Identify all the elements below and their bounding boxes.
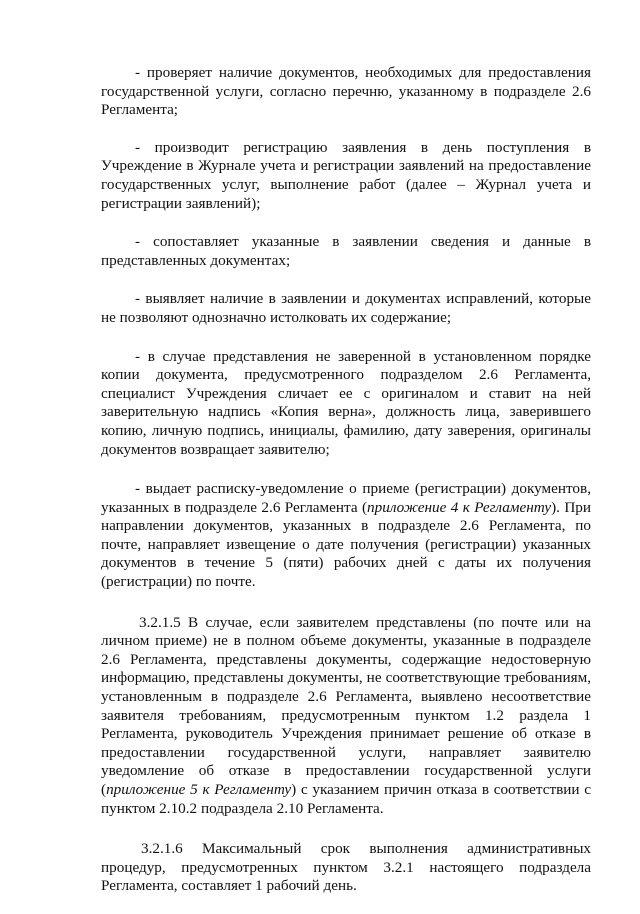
paragraph-detect-corrections: [101, 290, 591, 327]
paragraph-text: ). При направлении документов, указанных в подразделе 2.6 Регламента, по почте, направляет извещение о дате получения (регистрации) указанных документов в течение 5 (пяти) рабочих дней с даты их получения (регистрации) по почте.: [101, 498, 592, 591]
paragraph-check-documents: [101, 64, 591, 120]
paragraph-text: - проверяет наличие документов, необходимых для предоставления государственной услуги, согласно перечню, указанному в подразделе 2.6 Регламента;: [101, 64, 591, 119]
paragraph-text: - производит регистрацию заявления в день поступления в Учреждение в Журнале учета и регистрации заявлений на предоставление государственных услуг, выполнение работ (далее – Журнал учета и регистрации заявлений);: [101, 138, 591, 212]
paragraph-certify-copy: [101, 348, 591, 460]
paragraph-compare-data: [101, 233, 591, 270]
paragraph-text: - сопоставляет указанные в заявлении сведения и данные в представленных документах;: [101, 233, 591, 269]
appendix-reference: приложение 4 к Регламенту: [367, 498, 552, 516]
paragraph-text: - выдает расписку-уведомление о приеме (регистрации) документов, указанных в подразделе 2.6 Регламента (: [101, 480, 591, 516]
paragraph-3-2-1-6: [101, 840, 591, 896]
paragraph-3-2-1-5: [101, 614, 591, 819]
paragraph-text: - выявляет наличие в заявлении и документах исправлений, которые не позволяют однозначно истолковать их содержание;: [101, 290, 591, 326]
paragraph-text: ) с указанием причин отказа в соответствии с пунктом 2.10.2 подраздела 2.10 Регламента.: [101, 781, 591, 817]
appendix-reference: приложение 5 к Регламенту: [106, 781, 292, 798]
paragraph-issue-receipt: [101, 480, 591, 592]
paragraph-text: 3.2.1.5 В случае, если заявителем представлены (по почте или на личном приеме) не в полном объеме документы, указанные в подразделе 2.6 Регламента, представлены документы, содержащие недостоверную информацию, представлены документы, не соответствующие требованиям, установленным в подразделе 2.6 Регламента, выявлено несоответствие заявителя требованиям, предусмотренным пунктом 1.2 раздела 1 Регламента, руководитель Учреждения принимает решение об отказе в предоставлении государственной услуги, направляет заявителю уведомление об отказе в предоставлении государственной услуги (: [101, 613, 591, 798]
paragraph-register-application: [101, 139, 591, 213]
paragraph-text: 3.2.1.6 Максимальный срок выполнения административных процедур, предусмотренных пунктом 3.2.1 настоящего подраздела Регламента, составляет 1 рабочий день.: [101, 840, 591, 895]
document-body: [101, 64, 591, 914]
paragraph-text: - в случае представления не заверенной в установленном порядке копии документа, предусмотренного подразделом 2.6 Регламента, специалист Учреждения сличает ее с оригиналом и ставит на ней заверительную надпись «Копия верна», должность лица, заверившего копию, личную подпись, инициалы, фамилию, дату заверения, оригиналы документов возвращает заявителю;: [101, 347, 591, 458]
